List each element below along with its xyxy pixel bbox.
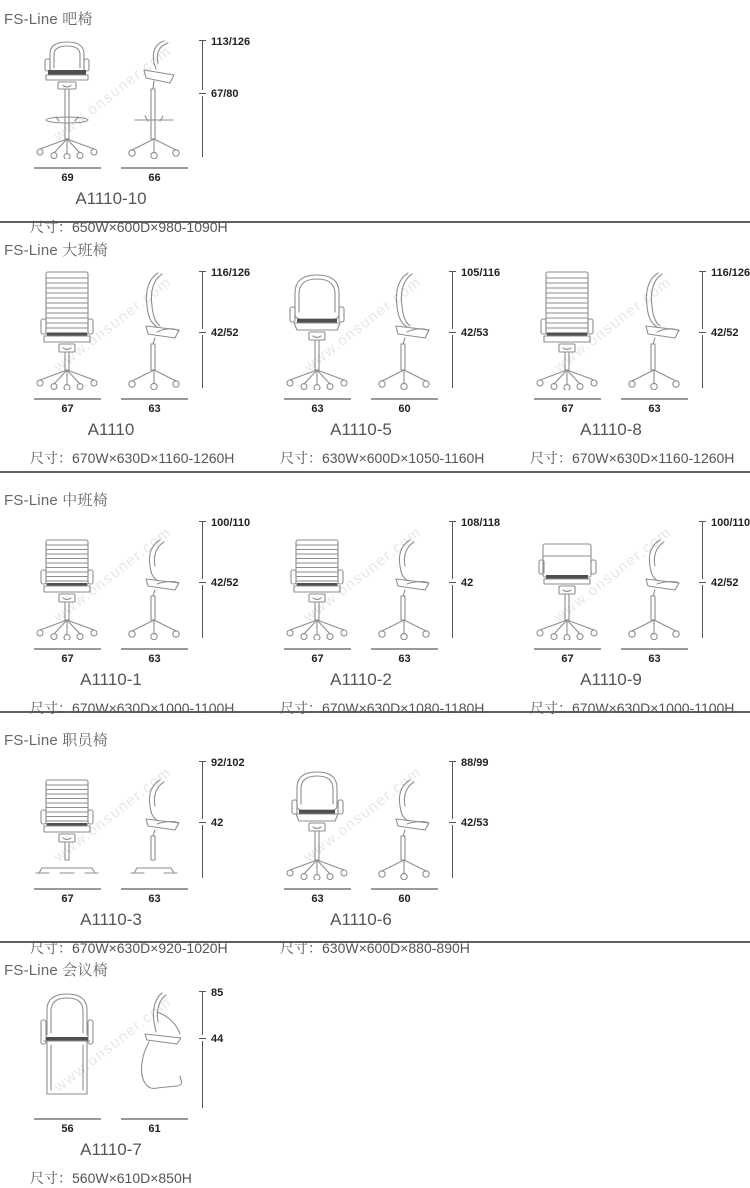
width-dimension-bar bbox=[121, 167, 188, 169]
side-depth-label: 63 bbox=[148, 893, 161, 905]
seat-height-label: 67/80 bbox=[211, 88, 239, 100]
watermark: www.onsuner.com bbox=[50, 763, 176, 866]
width-dimension-bar bbox=[34, 398, 101, 400]
width-dimension-bar bbox=[534, 398, 601, 400]
chair-side-view bbox=[367, 270, 442, 390]
seat-height-label: 42/52 bbox=[711, 577, 739, 589]
chair-front-view bbox=[280, 520, 355, 640]
chair-item bbox=[280, 267, 502, 468]
overall-height-label: 92/102 bbox=[211, 757, 245, 769]
chair-side-view bbox=[117, 990, 192, 1110]
front-width-label: 67 bbox=[61, 893, 74, 905]
width-dimension-bar bbox=[284, 888, 351, 890]
front-width-label: 63 bbox=[311, 403, 324, 415]
chair-front-view bbox=[30, 520, 105, 640]
side-depth-label: 63 bbox=[648, 653, 661, 665]
size-spec: 尺寸：670W×630D×1160-1260H bbox=[530, 450, 735, 466]
side-depth-label: 60 bbox=[398, 403, 411, 415]
front-width-label: 56 bbox=[61, 1123, 74, 1135]
section-title: FS-Line 吧椅 bbox=[4, 11, 93, 28]
section-title: FS-Line 大班椅 bbox=[4, 242, 108, 259]
chair-front-view bbox=[280, 760, 355, 880]
model-number: A1110-7 bbox=[80, 1140, 142, 1159]
watermark: www.onsuner.com bbox=[300, 763, 426, 866]
section-executive-chair bbox=[0, 223, 750, 473]
size-spec: 尺寸：650W×600D×980-1090H bbox=[30, 219, 228, 235]
chair-front-view bbox=[30, 270, 105, 390]
overall-height-label: 100/110 bbox=[711, 517, 750, 529]
side-depth-label: 63 bbox=[648, 403, 661, 415]
width-dimension-bar bbox=[34, 648, 101, 650]
chair-item bbox=[30, 267, 252, 468]
seat-height-label: 42/53 bbox=[461, 327, 489, 339]
size-spec: 尺寸：630W×600D×880-890H bbox=[280, 940, 470, 956]
front-width-label: 67 bbox=[61, 403, 74, 415]
chair-side-view bbox=[117, 760, 192, 880]
chair-side-view bbox=[117, 270, 192, 390]
width-dimension-bar bbox=[121, 398, 188, 400]
size-spec: 尺寸：670W×630D×1080-1180H bbox=[280, 700, 485, 716]
model-number: A1110-9 bbox=[580, 670, 642, 689]
chair-front-view bbox=[30, 990, 105, 1110]
side-depth-label: 60 bbox=[398, 893, 411, 905]
seat-height-label: 42 bbox=[461, 577, 474, 589]
seat-height-label: 42/52 bbox=[211, 327, 239, 339]
overall-height-label: 88/99 bbox=[461, 757, 489, 769]
chair-item bbox=[30, 36, 252, 237]
model-number: A1110-10 bbox=[75, 189, 147, 208]
width-dimension-bar bbox=[371, 398, 438, 400]
width-dimension-bar bbox=[621, 398, 688, 400]
height-dimension bbox=[197, 36, 255, 159]
chair-item bbox=[30, 517, 252, 718]
size-spec: 尺寸：670W×630D×1000-1100H bbox=[30, 700, 235, 716]
watermark: www.onsuner.com bbox=[300, 523, 426, 626]
chair-side-view bbox=[617, 520, 692, 640]
width-dimension-bar bbox=[534, 648, 601, 650]
size-spec: 尺寸：670W×630D×1160-1260H bbox=[30, 450, 235, 466]
front-width-label: 63 bbox=[311, 893, 324, 905]
chair-side-view bbox=[367, 760, 442, 880]
chair-front-view bbox=[30, 760, 105, 880]
size-spec: 尺寸：560W×610D×850H bbox=[30, 1170, 192, 1186]
side-depth-label: 66 bbox=[148, 172, 161, 184]
seat-height-label: 42/52 bbox=[711, 327, 739, 339]
seat-height-label: 42/52 bbox=[211, 577, 239, 589]
section-conference-chair bbox=[0, 943, 750, 1187]
overall-height-label: 100/110 bbox=[211, 517, 251, 529]
watermark: www.onsuner.com bbox=[550, 273, 676, 376]
seat-height-label: 42/53 bbox=[461, 817, 489, 829]
height-dimension bbox=[447, 757, 505, 880]
seat-height-label: 44 bbox=[211, 1033, 224, 1045]
model-number: A1110-6 bbox=[330, 910, 392, 929]
chair-front-view bbox=[530, 270, 605, 390]
chair-front-view bbox=[280, 270, 355, 390]
width-dimension-bar bbox=[34, 888, 101, 890]
height-dimension bbox=[197, 267, 255, 390]
width-dimension-bar bbox=[121, 648, 188, 650]
seat-height-label: 42 bbox=[211, 817, 224, 829]
height-dimension bbox=[447, 267, 505, 390]
side-depth-label: 63 bbox=[398, 653, 411, 665]
overall-height-label: 85 bbox=[211, 987, 224, 999]
height-dimension bbox=[197, 757, 255, 880]
overall-height-label: 113/126 bbox=[211, 36, 251, 48]
section-title: FS-Line 会议椅 bbox=[4, 962, 108, 979]
front-width-label: 69 bbox=[61, 172, 74, 184]
watermark: www.onsuner.com bbox=[50, 523, 176, 626]
chair-side-view bbox=[617, 270, 692, 390]
section-bar-chair bbox=[0, 0, 750, 235]
section-midback-chair bbox=[0, 473, 750, 716]
size-spec: 尺寸：670W×630D×1000-1100H bbox=[530, 700, 735, 716]
chair-side-view bbox=[367, 520, 442, 640]
overall-height-label: 105/116 bbox=[461, 267, 501, 279]
overall-height-label: 116/126 bbox=[711, 267, 750, 279]
size-spec: 尺寸：630W×600D×1050-1160H bbox=[280, 450, 485, 466]
chair-item bbox=[530, 517, 750, 718]
model-number: A1110-8 bbox=[580, 420, 642, 439]
size-spec: 尺寸：670W×630D×920-1020H bbox=[30, 940, 228, 956]
overall-height-label: 116/126 bbox=[211, 267, 251, 279]
width-dimension-bar bbox=[34, 167, 101, 169]
width-dimension-bar bbox=[371, 648, 438, 650]
width-dimension-bar bbox=[284, 398, 351, 400]
chair-item bbox=[30, 987, 252, 1188]
width-dimension-bar bbox=[34, 1118, 101, 1120]
height-dimension bbox=[197, 987, 255, 1110]
front-width-label: 67 bbox=[561, 403, 574, 415]
chair-item bbox=[530, 267, 750, 468]
watermark: www.onsuner.com bbox=[50, 993, 176, 1096]
height-dimension bbox=[697, 517, 750, 640]
height-dimension bbox=[447, 517, 505, 640]
watermark: www.onsuner.com bbox=[550, 523, 676, 626]
height-dimension bbox=[697, 267, 750, 390]
chair-side-view bbox=[117, 520, 192, 640]
height-dimension bbox=[197, 517, 255, 640]
section-title: FS-Line 职员椅 bbox=[4, 732, 108, 749]
width-dimension-bar bbox=[121, 1118, 188, 1120]
model-number: A1110-2 bbox=[330, 670, 392, 689]
watermark: www.onsuner.com bbox=[50, 273, 176, 376]
width-dimension-bar bbox=[621, 648, 688, 650]
model-number: A1110-1 bbox=[80, 670, 142, 689]
chair-item bbox=[30, 757, 252, 958]
width-dimension-bar bbox=[121, 888, 188, 890]
width-dimension-bar bbox=[371, 888, 438, 890]
side-depth-label: 61 bbox=[148, 1123, 161, 1135]
side-depth-label: 63 bbox=[148, 403, 161, 415]
chair-item bbox=[280, 757, 502, 958]
chair-front-view bbox=[530, 520, 605, 640]
model-number: A1110-5 bbox=[330, 420, 392, 439]
overall-height-label: 108/118 bbox=[461, 517, 501, 529]
section-title: FS-Line 中班椅 bbox=[4, 492, 108, 509]
front-width-label: 67 bbox=[61, 653, 74, 665]
chair-front-view bbox=[30, 39, 105, 159]
section-staff-chair bbox=[0, 713, 750, 956]
chair-item bbox=[280, 517, 502, 718]
chair-side-view bbox=[117, 39, 192, 159]
side-depth-label: 63 bbox=[148, 653, 161, 665]
front-width-label: 67 bbox=[311, 653, 324, 665]
watermark: www.onsuner.com bbox=[300, 273, 426, 376]
width-dimension-bar bbox=[284, 648, 351, 650]
model-number: A1110-3 bbox=[80, 910, 142, 929]
model-number: A1110 bbox=[87, 420, 135, 439]
front-width-label: 67 bbox=[561, 653, 574, 665]
watermark: www.onsuner.com bbox=[50, 42, 176, 145]
